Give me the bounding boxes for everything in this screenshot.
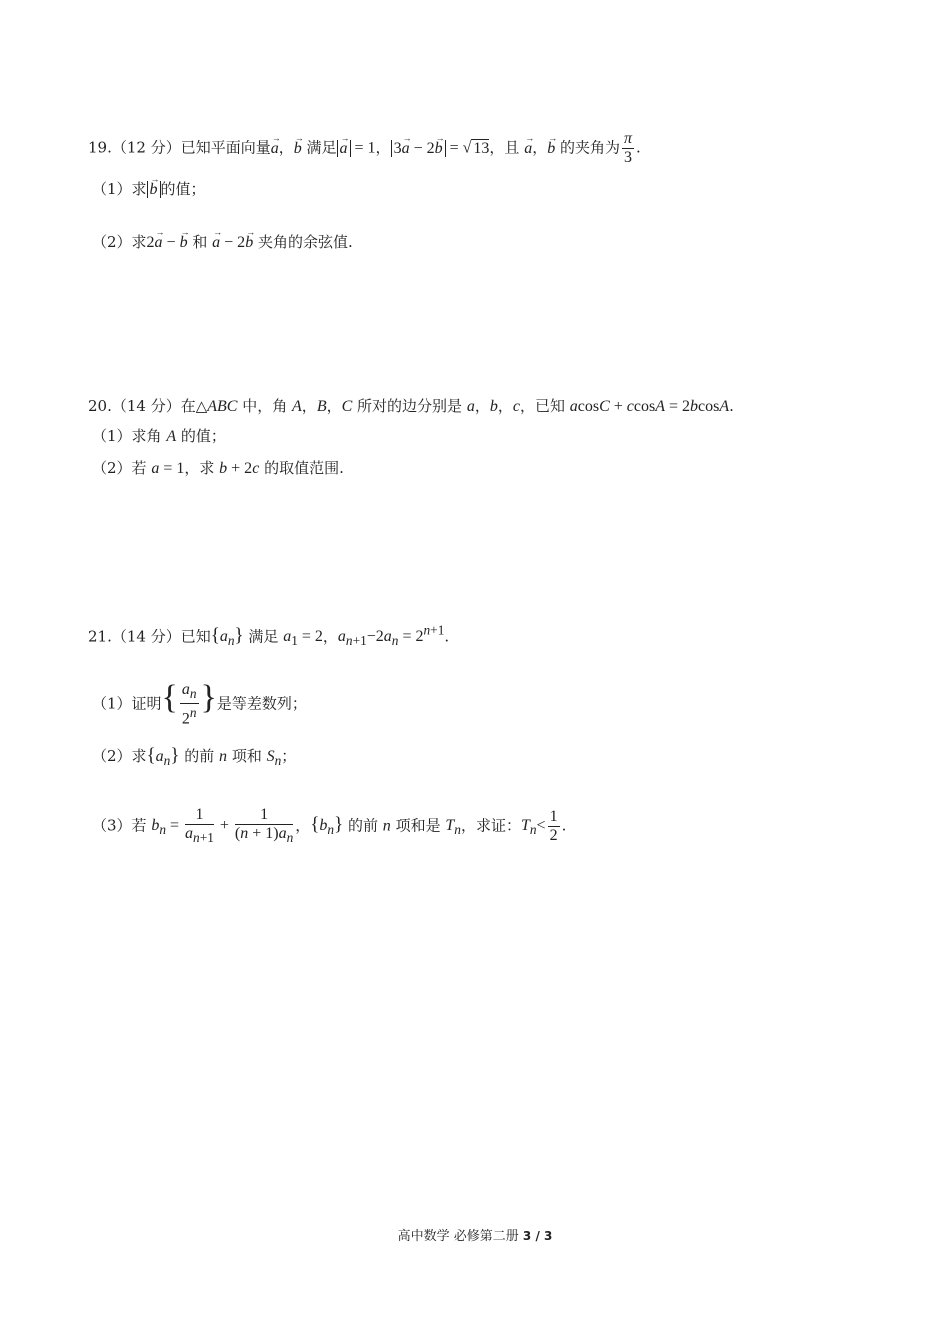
q21-part3: （3）若 $b_n$ = $\frac{1}{a_{n+1}}$ + $\frac{1}{(n + 1)a_n}$ ，$\{b_n\}$ 的前 n 项和是 $T_n$，求证：$T_n<$ $\frac{1}{2}$ . xyxy=(92,806,567,846)
q19-part1: （1）求→ b 的值； xyxy=(92,178,206,201)
q21-header: 21.（14 分）已知$\{a_n\}$ 满足 $a_1 = 2$，$a_{n+1}-2a_n = 2^{n+1}$. xyxy=(88,623,450,649)
footer-page-number: 3 / 3 xyxy=(522,1229,553,1243)
page-footer xyxy=(0,1225,950,1244)
footer-title: 高中数学 必修第二册 xyxy=(397,1229,519,1244)
q19-part2: （2）求2→ a − → b 和 → a − 2→ b 夹角的余弦值. xyxy=(92,231,353,254)
q20-part2: （2）若 a = 1，求 b + 2c 的取值范围. xyxy=(92,459,344,477)
q20-part1: （1）求角 A 的值； xyxy=(92,427,226,445)
q21-part1: （1）证明{ $\frac{a_n}{2^n}$ }是等差数列； xyxy=(92,679,307,728)
q20-header: 20.（14 分）在△ABC 中，角 A，B，C 所对的边分别是 a，b，c，已知 acosC + ccosA = 2bcosA. xyxy=(88,397,734,415)
q21-part2: （2）求$\{a_n\}$ 的前 n 项和 $S_n$； xyxy=(92,745,297,769)
q19-header: 19.（12 分）已知平面向量→ a，→ b 满足→ a = 1， 3→ a − 2→ b = √ 13，且 → a，→ b 的夹角为 $\frac{\pi}{3}$ . xyxy=(88,130,641,167)
